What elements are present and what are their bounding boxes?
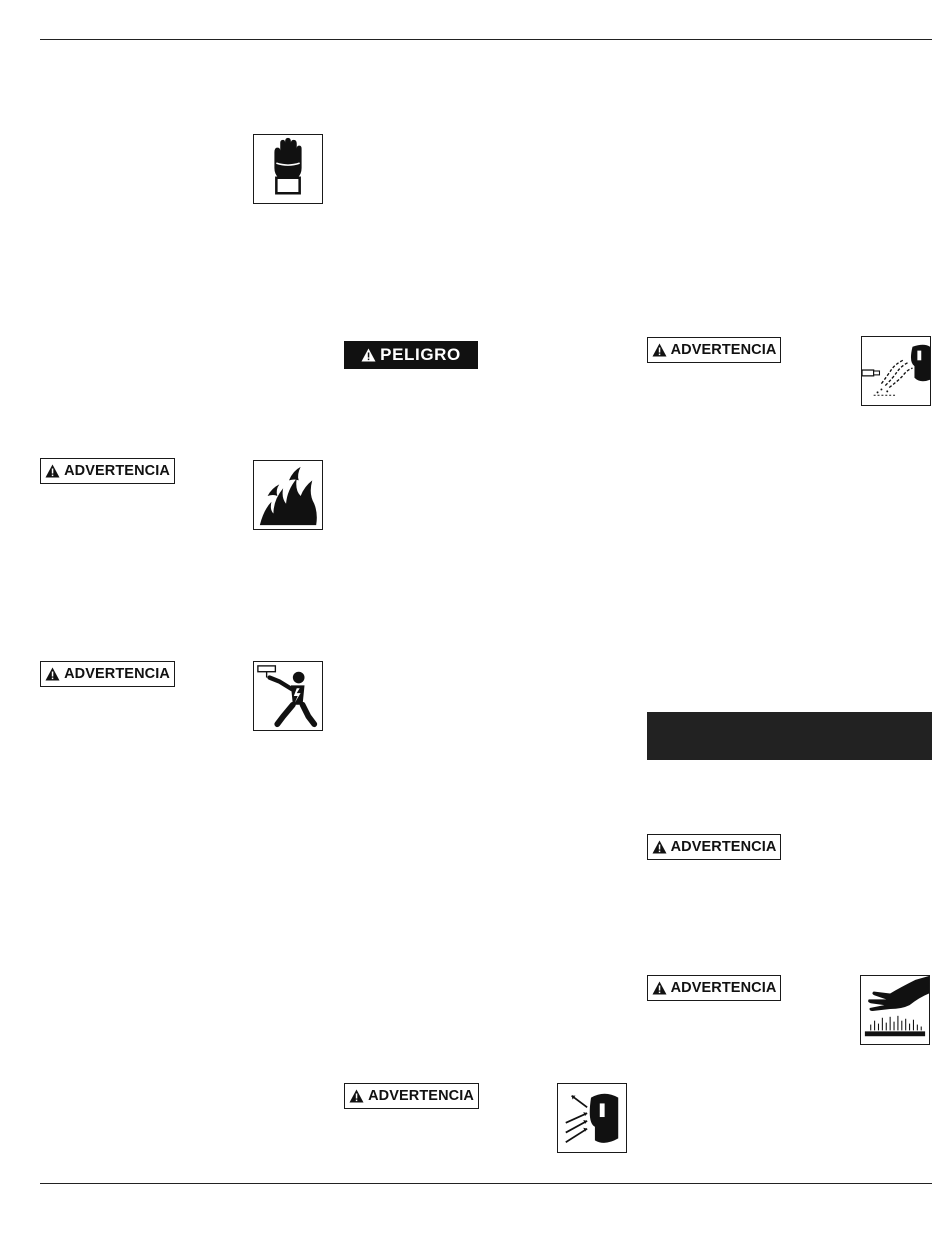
advertencia-text: ADVERTENCIA — [64, 666, 170, 682]
warning-triangle-icon — [45, 464, 60, 478]
fire-icon — [253, 460, 323, 530]
warning-triangle-icon — [652, 840, 667, 854]
advertencia-text: ADVERTENCIA — [368, 1088, 474, 1104]
glove-icon — [253, 134, 323, 204]
advertencia-label-section — [647, 834, 781, 860]
advertencia-label-shock — [40, 661, 175, 687]
advertencia-label-arc-rays — [344, 1083, 479, 1109]
hot-surface-hand-icon — [860, 975, 930, 1045]
warning-triangle-icon — [652, 343, 667, 357]
welding-fumes-icon — [861, 336, 931, 406]
warning-triangle-icon — [349, 1089, 364, 1103]
advertencia-text: ADVERTENCIA — [670, 342, 777, 358]
warning-triangle-icon — [361, 348, 376, 362]
warning-triangle-icon — [45, 667, 60, 681]
peligro-text: PELIGRO — [380, 345, 461, 364]
advertencia-label-hot-surface — [647, 975, 781, 1001]
advertencia-label-fumes — [647, 337, 781, 363]
bottom-rule — [40, 1183, 932, 1184]
electric-shock-icon — [253, 661, 323, 731]
advertencia-text: ADVERTENCIA — [64, 463, 170, 479]
section-header-bar — [647, 712, 932, 760]
warning-triangle-icon — [652, 981, 667, 995]
advertencia-text: ADVERTENCIA — [670, 980, 777, 996]
top-rule — [40, 39, 932, 40]
advertencia-text: ADVERTENCIA — [670, 839, 777, 855]
arc-rays-face-shield-icon — [557, 1083, 627, 1153]
advertencia-label-fire — [40, 458, 175, 484]
peligro-label — [344, 341, 478, 369]
